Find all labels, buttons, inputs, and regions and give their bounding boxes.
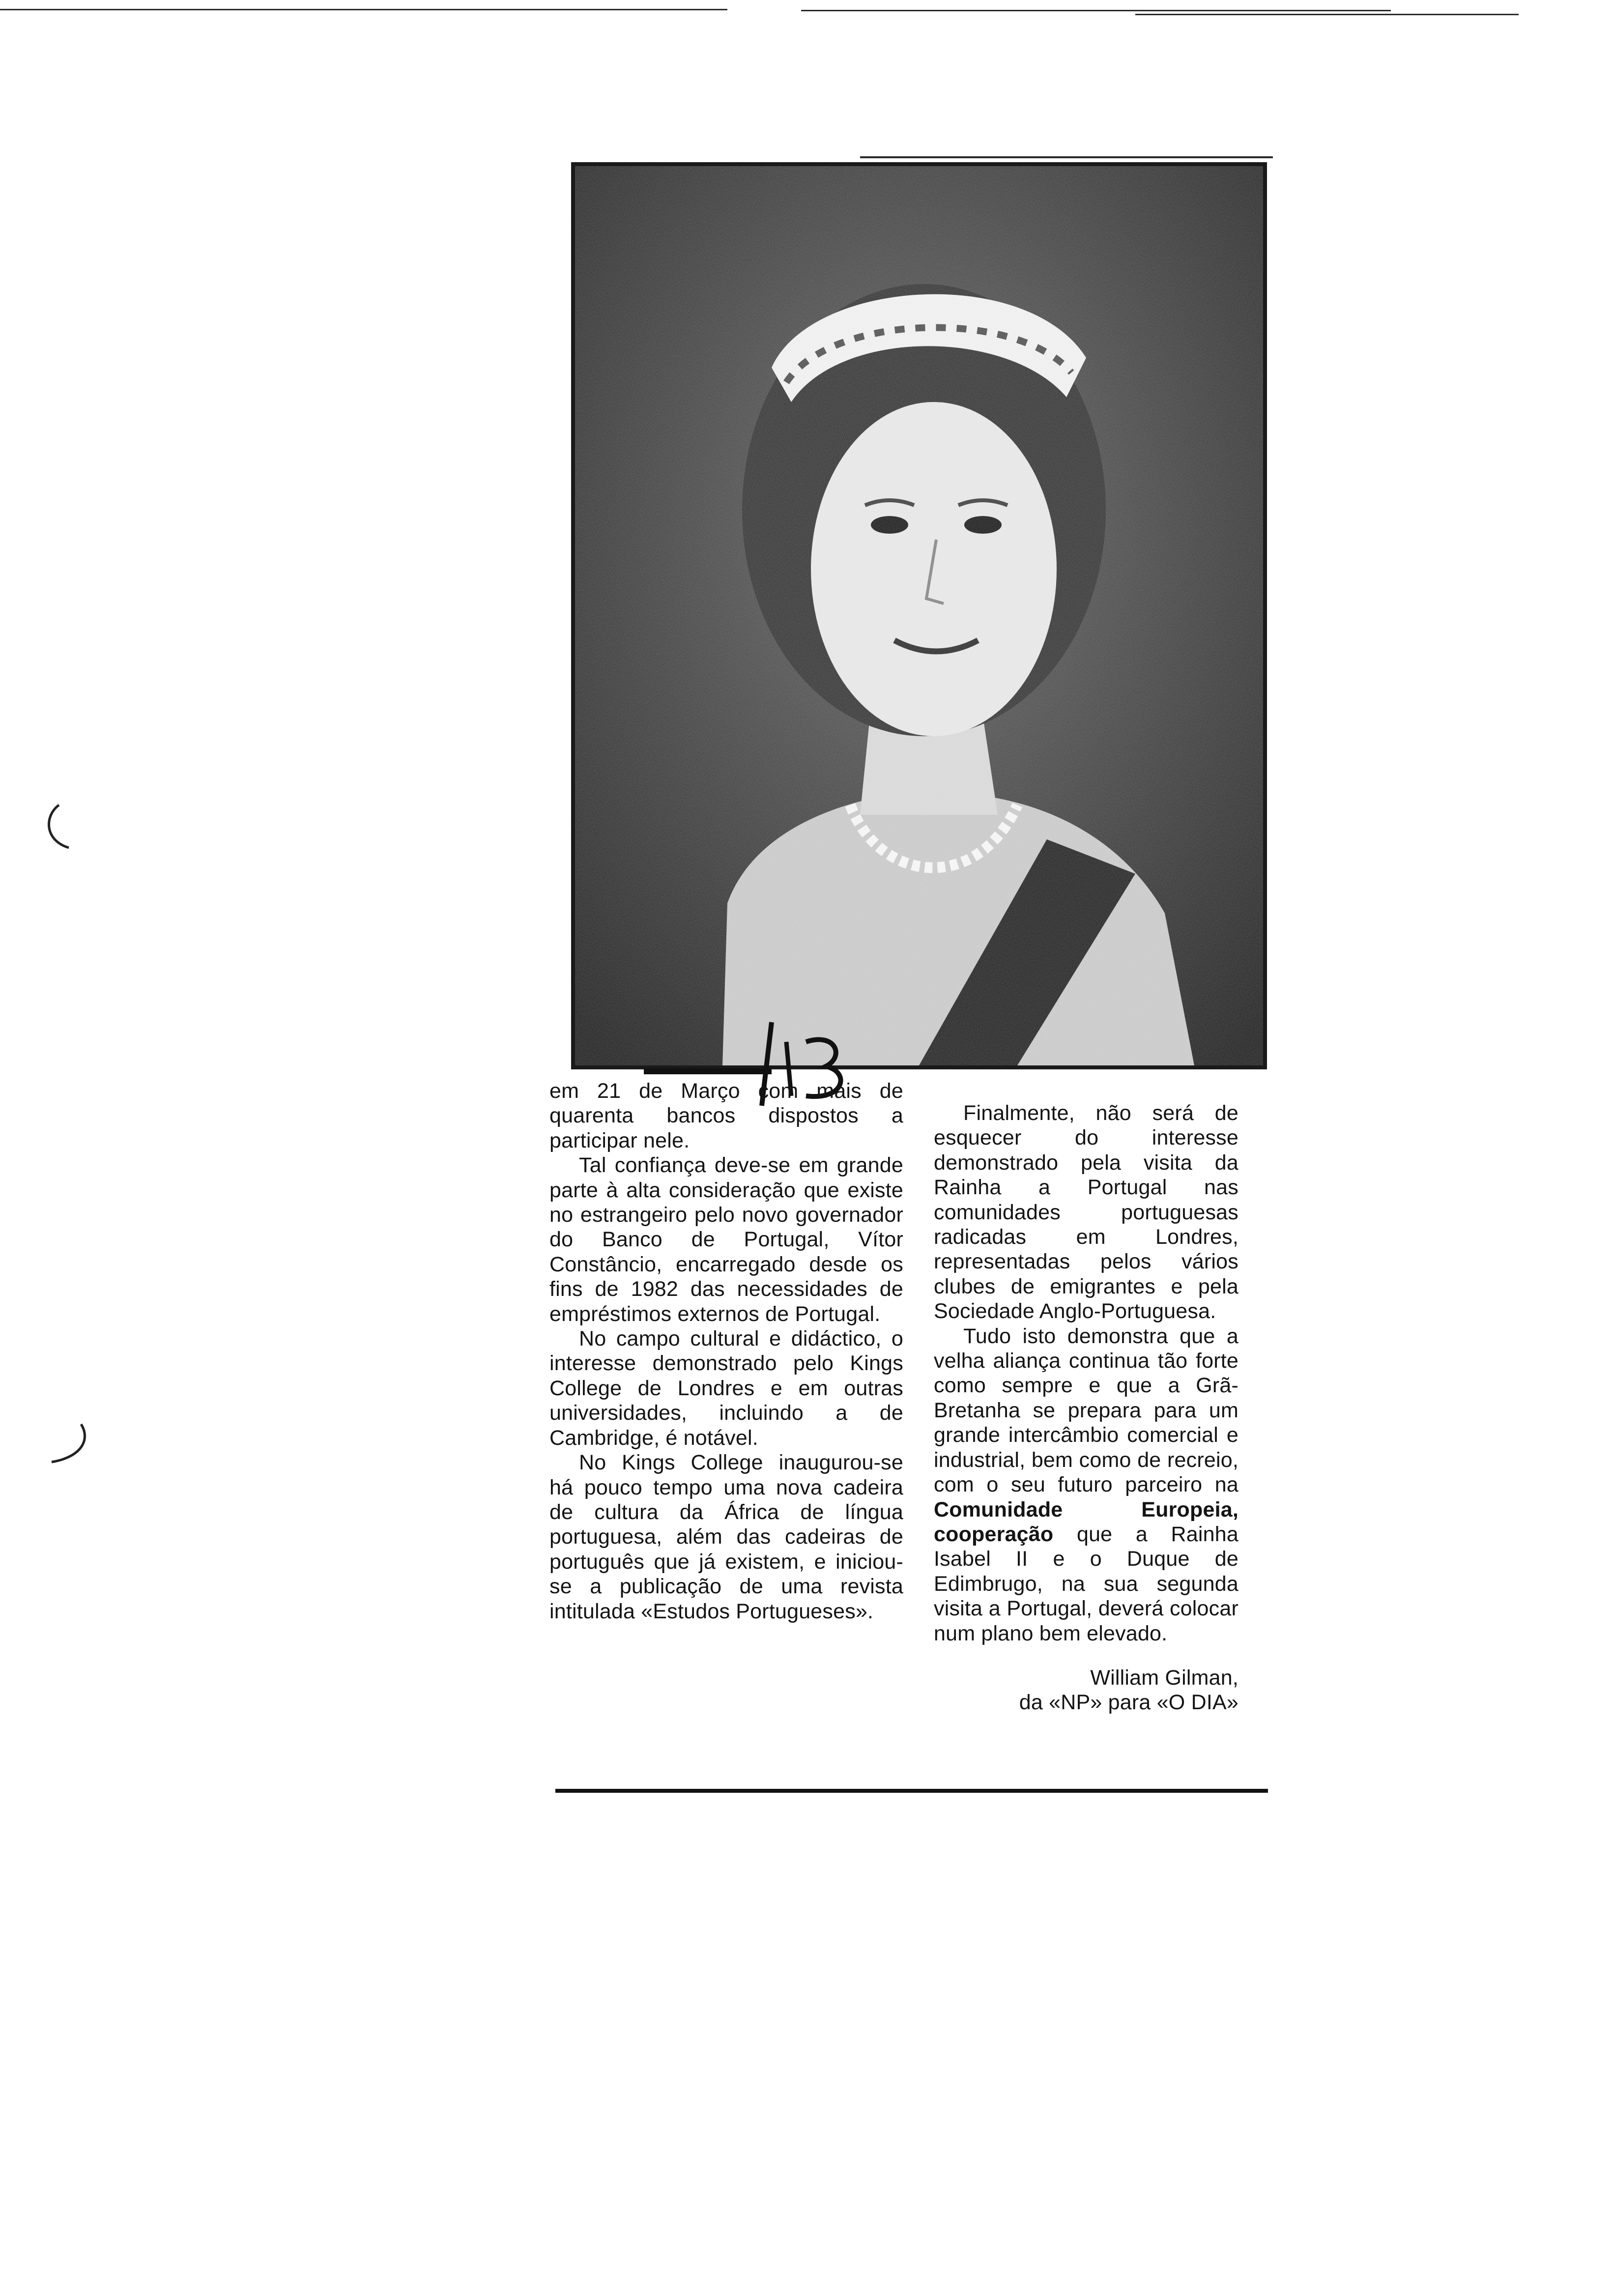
article-bottom-rule	[555, 1789, 1268, 1793]
article-paragraph: No campo cultural e didáctico, o interesse demonstrado pelo Kings College de Londres e em outras universidades, incluindo a de Cambridge, é notável.	[549, 1327, 903, 1450]
queen-portrait-photo	[571, 162, 1267, 1069]
article-paragraph: Tal confiança deve-se em grande parte à alta consideração que existe no estrangeiro pelo novo governador do Banco de Portugal, Vítor Constâncio, encarregado desde os fins de 1982 das necessidades de empréstimos externos de Portugal.	[549, 1153, 903, 1326]
article-bold-text: Comunidade Europeia, cooperação	[934, 1497, 1238, 1546]
article-left-column	[549, 1079, 903, 1624]
scan-edge-line	[0, 9, 727, 10]
punch-hole-mark-lower	[42, 1420, 96, 1469]
article-paragraph	[934, 1324, 1238, 1646]
scan-edge-line	[801, 10, 1391, 11]
scan-edge-line	[1135, 14, 1519, 15]
article-author: William Gilman,	[1090, 1665, 1238, 1690]
article-paragraph: em 21 de Março com mais de quarenta bancos dispostos a participar nele.	[549, 1079, 903, 1152]
article-paragraph: Finalmente, não será de esquecer do interesse demonstrado pela visita da Rainha a Portugal nas comunidades portuguesas radicadas em Londres, representadas pelos vários clubes de emigrantes e pela Sociedade Anglo-Portuguesa.	[934, 1101, 1238, 1323]
article-source: da «NP» para «O DIA»	[1019, 1691, 1238, 1715]
photo-top-rule	[860, 156, 1273, 158]
punch-hole-mark-upper	[39, 801, 84, 855]
article-paragraph: No Kings College inaugurou-se há pouco tempo uma nova cadeira de cultura da África de língua portuguesa, além das cadeiras de português que já existem, e iniciou-se a publicação de uma revista intitulada «Estudos Portugueses».	[549, 1451, 903, 1623]
article-right-column	[934, 1101, 1238, 1715]
article-text: Tudo isto demonstra que a velha aliança continua tão forte como sempre e que a Grã-Bretanha se prepara para um grande intercâmbio comercial e industrial, bem como de recreio, com o seu futuro parceiro na	[934, 1324, 1238, 1497]
portrait-image	[575, 166, 1263, 1065]
article-text: que a Rainha Isabel II e o Duque de Edimbrugo, na sua segunda visita a Portugal, deverá colocar num plano bem elevado.	[934, 1522, 1239, 1645]
